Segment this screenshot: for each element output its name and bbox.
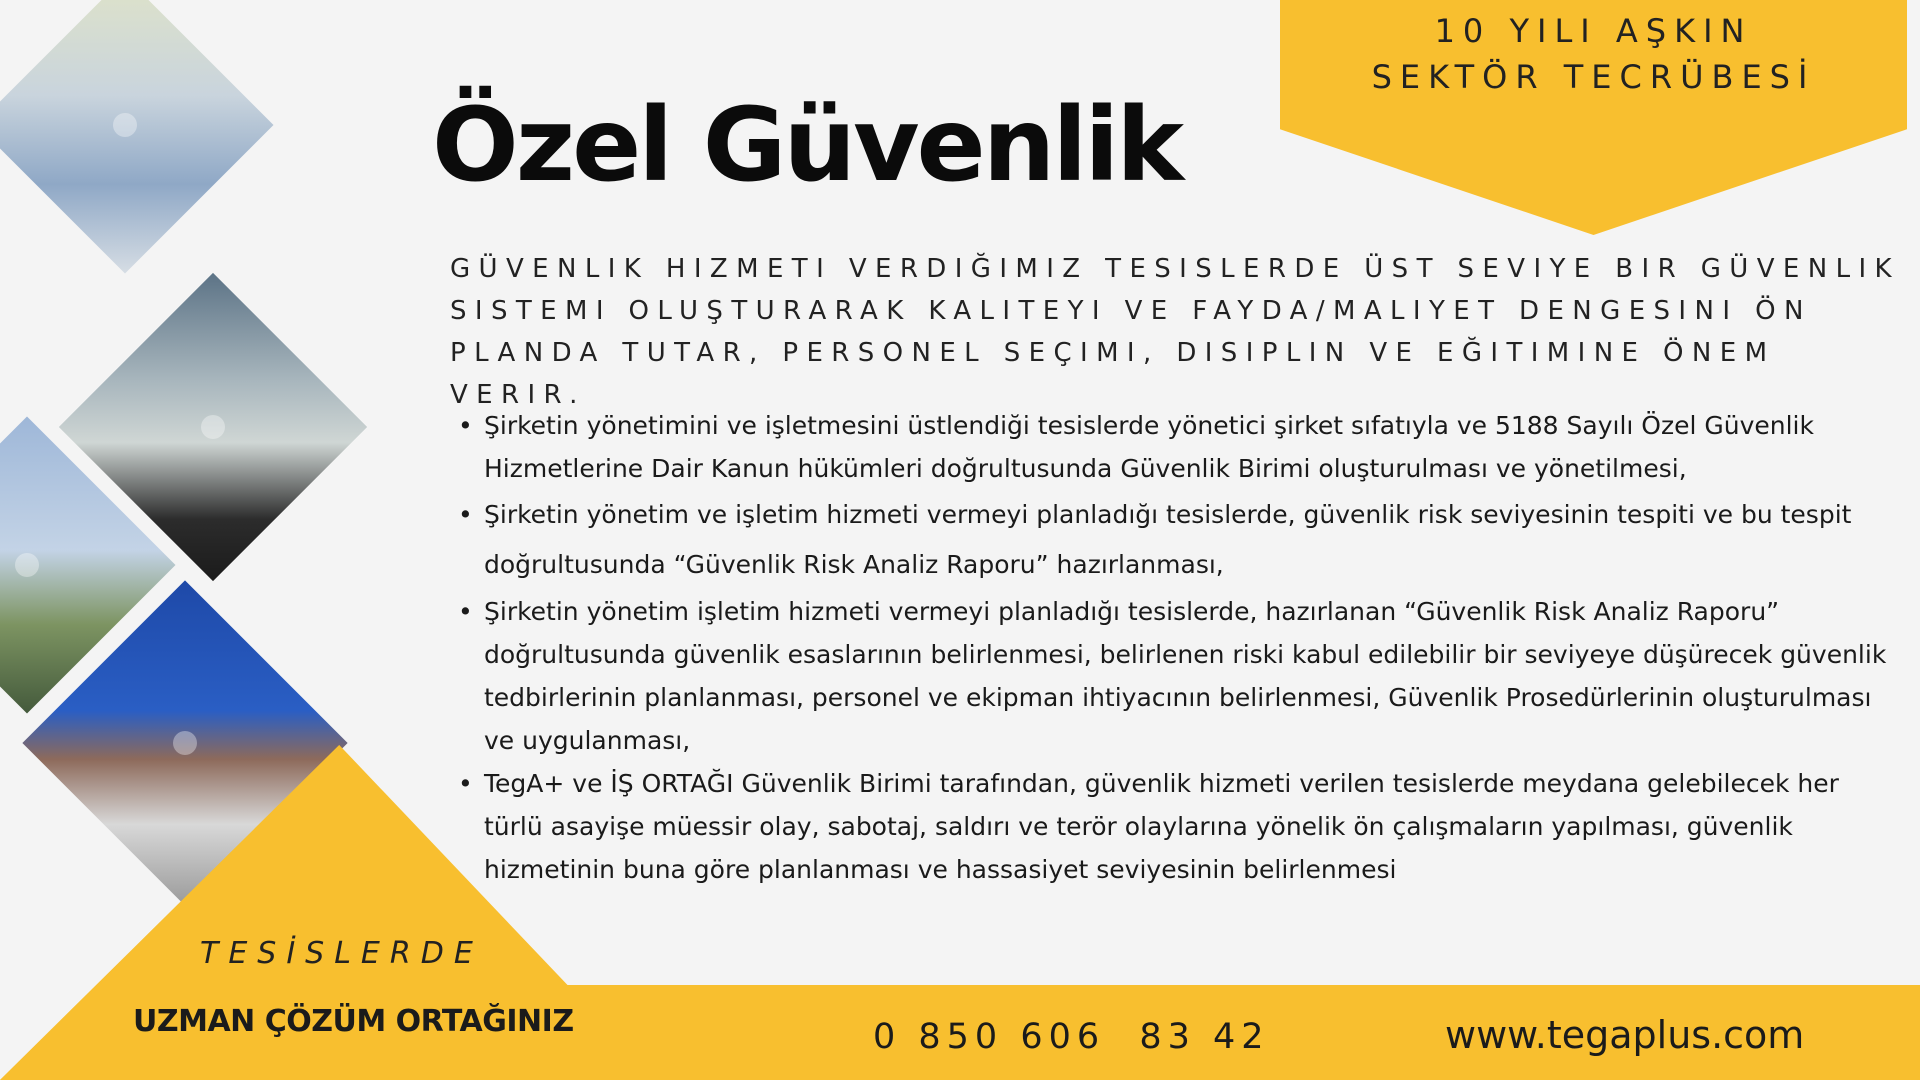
badge-line-1: 10 YILI AŞKIN bbox=[1434, 12, 1753, 50]
tagline-bottom: UZMAN ÇÖZÜM ORTAĞINIZ bbox=[133, 1004, 574, 1039]
service-list bbox=[458, 404, 1898, 891]
list-item: • TegA+ ve İŞ ORTAĞI Güvenlik Birimi tarafından, güvenlik hizmeti verilen tesislerde meydana gelebilecek her türlü asayişe müessir olay, sabotaj, saldırı ve terör olaylarına yönelik ön çalışmaların yapılması, güvenlik hizmetinin buna göre planlanması ve hassasiyet seviyesinin belirlenmesi bbox=[458, 762, 1898, 891]
security-guards-photo bbox=[0, 0, 273, 273]
page-title: Özel Güvenlik bbox=[432, 86, 1182, 205]
badge-line-2: SEKTÖR TECRÜBESİ bbox=[1371, 58, 1816, 96]
list-item: • Şirketin yönetim işletim hizmeti vermeyi planladığı tesislerde, hazırlanan “Güvenlik Risk Analiz Raporu” doğrultusunda güvenlik esaslarının belirlenmesi, belirlenen riski kabul edilebilir bir seviyeye düşürecek güvenlik tedbirlerinin planlanması, personel ve ekipman ihtiyacının belirlenmesi, Güvenlik Prosedürlerinin oluşturulması ve uygulanması, bbox=[458, 590, 1898, 762]
phone-number[interactable]: 0 850 606 83 42 bbox=[873, 1017, 1270, 1057]
intro-paragraph: GÜVENLIK HIZMETI VERDIĞIMIZ TESISLERDE ÜST SEVIYE BIR GÜVENLIK SISTEMI OLUŞTURARAK KALITEYI VE FAYDA/MALIYET DENGESINI ÖN PLANDA TUTAR, PERSONEL SEÇIMI, DISIPLIN VE EĞITIMINE ÖNEM VERIR. bbox=[450, 254, 1900, 410]
list-item: • Şirketin yönetimini ve işletmesini üstlendiği tesislerde yönetici şirket sıfatıyla ve 5188 Sayılı Özel Güvenlik Hizmetlerine Dair Kanun hükümleri doğrultusunda Güvenlik Birimi oluşturulması ve yönetilmesi, bbox=[458, 404, 1898, 490]
tagline-top: TESİSLERDE bbox=[200, 936, 483, 971]
website-link[interactable]: www.tegaplus.com bbox=[1445, 1013, 1805, 1057]
list-item: • Şirketin yönetim ve işletim hizmeti vermeyi planladığı tesislerde, güvenlik risk seviyesinin tespiti ve bu tespit doğrultusunda “Güvenlik Risk Analiz Raporu” hazırlanması, bbox=[458, 490, 1898, 590]
